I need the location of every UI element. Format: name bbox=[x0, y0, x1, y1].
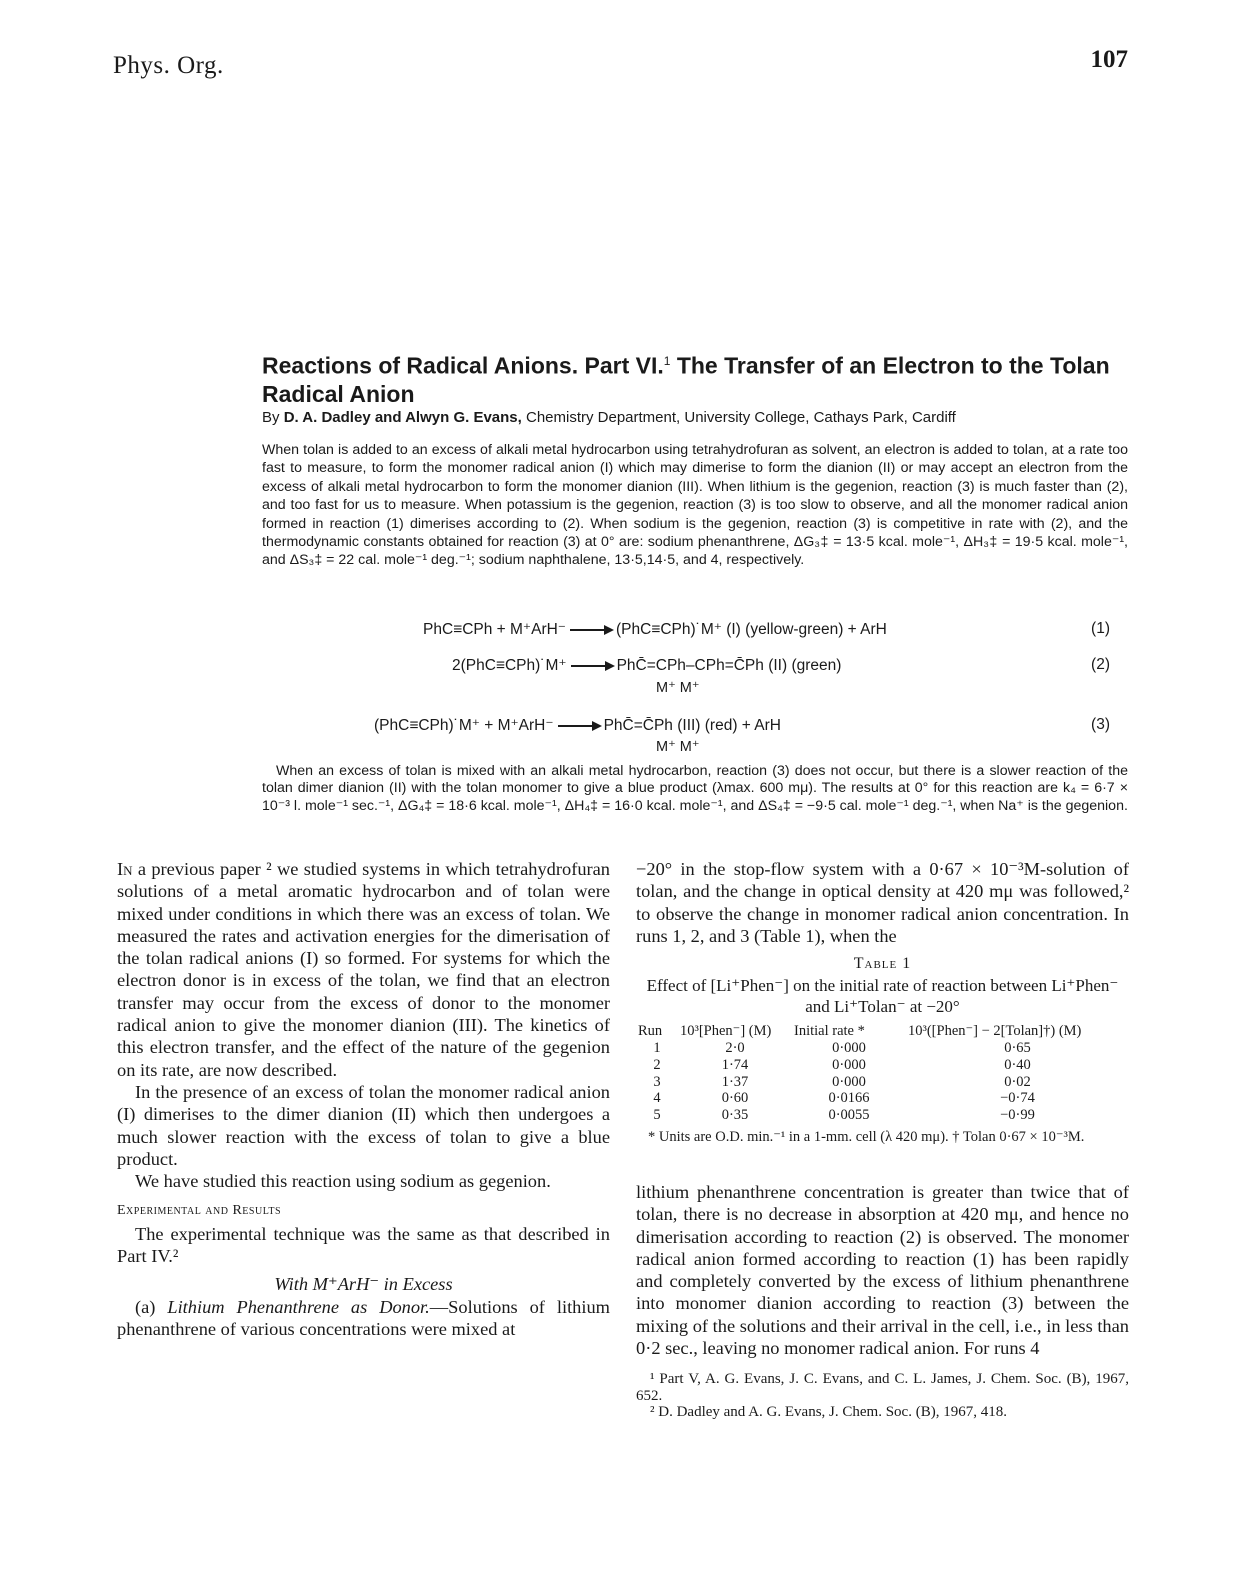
table-title: Effect of [Li⁺Phen⁻] on the initial rate of reaction between Li⁺Phen⁻ and Li⁺Tolan⁻ at −20° bbox=[646, 976, 1119, 1016]
byline bbox=[262, 409, 1132, 426]
section-heading: Experimental and Results bbox=[117, 1203, 282, 1219]
title-ref: 1 bbox=[663, 354, 671, 368]
eq1-left: PhC≡CPh + M⁺ArH⁻ bbox=[423, 621, 566, 638]
cell-phen: 1·74 bbox=[721, 1056, 749, 1073]
cell-excess: −0·99 bbox=[1000, 1107, 1035, 1124]
cell-phen: 0·35 bbox=[721, 1107, 749, 1124]
cell-excess: −0·74 bbox=[1000, 1090, 1035, 1107]
paragraph: In the presence of an excess of tolan the monomer radical anion (I) dimerises to the dimer dianion (II) which then undergoes a much slower reaction with the excess of tolan to give a blue product. bbox=[117, 1081, 610, 1169]
cell-run: 5 bbox=[653, 1107, 661, 1124]
eq2-left: 2(PhC≡CPh)˙M⁺ bbox=[452, 657, 567, 674]
reaction-arrow-icon bbox=[558, 725, 600, 727]
eq1-right: (PhC≡CPh)˙M⁺ (I) (yellow-green) + ArH bbox=[615, 621, 887, 638]
paragraph bbox=[117, 858, 610, 1081]
equation-3-number: (3) bbox=[1091, 716, 1110, 733]
abstract-continued: When an excess of tolan is mixed with an alkali metal hydrocarbon, reaction (3) does not occur, but there is a slower reaction of the tolan dimer dianion (II) with the tolan monomer to give a blue product (λmax. 600 mμ). The results at 0° for this reaction are k₄ = 6·7 × 10⁻³ l. mole⁻¹ sec.⁻¹, ΔG₄‡ = 18·6 kcal. mole⁻¹, ΔH₄‡ = 16·0 kcal. mole⁻¹, and ΔS₄‡ = −9·5 cal. mole⁻¹ deg.⁻¹, when Na⁺ is the gegenion. bbox=[262, 763, 1128, 814]
drop-initial: In bbox=[117, 859, 133, 879]
table-row bbox=[636, 1074, 1129, 1091]
cell-run: 3 bbox=[653, 1073, 661, 1090]
column-header: Initial rate * bbox=[794, 1023, 865, 1039]
cell-phen: 2·0 bbox=[725, 1040, 745, 1056]
cell-run: 4 bbox=[653, 1090, 661, 1107]
equation-2-number: (2) bbox=[1091, 656, 1110, 673]
cell-rate: 0·0055 bbox=[828, 1107, 870, 1124]
column-header: 10³[Phen⁻] (M) bbox=[680, 1023, 772, 1039]
paragraph-label: (a) bbox=[135, 1296, 168, 1317]
title-rest: The Transfer of an Electron to the Tolan Radical Anion bbox=[262, 352, 1110, 407]
equation-1-number: (1) bbox=[1091, 620, 1110, 637]
subsection-heading: With M⁺ArH⁻ in Excess bbox=[274, 1274, 453, 1295]
table-row bbox=[636, 1040, 1129, 1057]
journal-name: Phys. Org. bbox=[113, 52, 224, 79]
column-header: Run bbox=[638, 1023, 663, 1039]
table-row bbox=[636, 1090, 1129, 1107]
cell-excess: 0·65 bbox=[1004, 1040, 1031, 1056]
cell-rate: 0·000 bbox=[832, 1073, 866, 1090]
paragraph: The experimental technique was the same as that described in Part IV.² bbox=[117, 1223, 610, 1267]
eq3-left: (PhC≡CPh)˙M⁺ + M⁺ArH⁻ bbox=[374, 717, 554, 734]
cell-run: 2 bbox=[653, 1056, 661, 1073]
title-main: Reactions of Radical Anions. Part VI. bbox=[262, 352, 664, 379]
cell-rate: 0·000 bbox=[832, 1040, 866, 1056]
cell-excess: 0·40 bbox=[1004, 1056, 1031, 1073]
reaction-arrow-icon bbox=[570, 629, 612, 631]
paragraph: −20° in the stop-flow system with a 0·67 × 10⁻³M-solution of tolan, and the change in optical density at 420 mμ was followed,² to observe the change in monomer radical anion concentration. In runs 1, 2, and 3 (Table 1), when the bbox=[636, 859, 1129, 946]
cell-excess: 0·02 bbox=[1004, 1073, 1031, 1090]
paragraph-text: a previous paper ² we studied systems in which tetrahydrofuran solutions of a metal aromatic hydrocarbon and of tolan were mixed under conditions in which there was an excess of tolan. We measured the rates and activation energies for the dimerisation of the tolan radical anions (I) so formed. For systems for which the electron donor is in excess of the tolan, we find that an electron transfer may occur from the excess of donor to the monomer radical anion to give the monomer dianion (III). The kinetics of this electron transfer, and the effect of the nature of the gegenion on its rate, are now described. bbox=[117, 859, 610, 1080]
table-header-row bbox=[636, 1023, 1129, 1040]
table-row bbox=[636, 1107, 1129, 1124]
eq3-right: PhC̄=C̄Ph (III) (red) + ArH bbox=[603, 717, 782, 734]
table-caption: Table 1 bbox=[853, 955, 912, 972]
paragraph-text: —Solutions of lithium phenanthrene of various concentrations were mixed at bbox=[117, 1296, 610, 1339]
affiliation: Chemistry Department, University College, Cathays Park, Cardiff bbox=[521, 409, 956, 426]
paragraph: lithium phenanthrene concentration is greater than twice that of tolan, there is no decrease in absorption at 420 mμ, and hence no dimerisation according to reaction (2) is observed. The monomer radical anion formed according to reaction (1) has been rapidly and completely converted by the excess of lithium phenanthrene into monomer dianion according to reaction (3) between the mixing of the solutions and their arrival in the cell, i.e., in less than 0·2 sec., leaving no monomer radical anion. For runs 4 bbox=[636, 1182, 1129, 1359]
cell-phen: 0·60 bbox=[721, 1090, 749, 1107]
equation-1 bbox=[423, 620, 887, 639]
cell-rate: 0·0166 bbox=[828, 1090, 870, 1107]
body-column-right-continued bbox=[636, 1181, 1129, 1359]
cell-run: 1 bbox=[653, 1040, 661, 1056]
footnote-1: ¹ Part V, A. G. Evans, J. C. Evans, and C. L. James, J. Chem. Soc. (B), 1967, 652. bbox=[636, 1371, 1129, 1404]
body-column-right bbox=[636, 858, 1129, 947]
cell-rate: 0·000 bbox=[832, 1056, 866, 1073]
cell-phen: 1·37 bbox=[721, 1073, 749, 1090]
reaction-arrow-icon bbox=[571, 665, 613, 667]
authors: D. A. Dadley and Alwyn G. Evans, bbox=[283, 409, 522, 426]
page-number: 107 bbox=[1090, 46, 1128, 73]
table-footnote: * Units are O.D. min.⁻¹ in a 1-mm. cell (λ 420 mμ). † Tolan 0·67 × 10⁻³M. bbox=[648, 1128, 1085, 1145]
footnote-2: ² D. Dadley and A. G. Evans, J. Chem. Soc. (B), 1967, 418. bbox=[650, 1404, 1007, 1420]
equation-3 bbox=[374, 716, 781, 735]
table-row bbox=[636, 1057, 1129, 1074]
eq2-right: PhC̄=CPh–CPh=C̄Ph (II) (green) bbox=[616, 657, 842, 674]
abstract: When tolan is added to an excess of alkali metal hydrocarbon using tetrahydrofuran as solvent, an electron is added to tolan, at a rate too fast to measure, to form the monomer radical anion (I) which may dimerise to form the dianion (II) or may accept an electron from the excess of alkali metal hydrocarbon to form the monomer dianion (III). When lithium is the gegenion, reaction (3) is much faster than (2), and too fast for us to measure. When potassium is the gegenion, reaction (3) is too slow to observe, and all the monomer radical anion formed in reaction (1) dimerises according to (2). When sodium is the gegenion, reaction (3) is competitive in rate with (2), and the thermodynamic constants obtained for reaction (3) at 0° are: sodium phenanthrene, ΔG₃‡ = 13·5 kcal. mole⁻¹, ΔH₃‡ = 19·5 kcal. mole⁻¹, and ΔS₃‡ = 22 cal. mole⁻¹ deg.⁻¹; sodium naphthalene, 13·5,14·5, and 4, respectively. bbox=[262, 442, 1128, 569]
paragraph: We have studied this reaction using sodium as gegenion. bbox=[135, 1171, 551, 1192]
column-header: 10³([Phen⁻] − 2[Tolan]†) (M) bbox=[908, 1023, 1082, 1039]
paragraph-italic-heading: Lithium Phenanthrene as Donor. bbox=[167, 1296, 430, 1317]
data-table bbox=[636, 1023, 1129, 1124]
equation-3-counterions: M⁺ M⁺ bbox=[656, 739, 700, 755]
paragraph bbox=[117, 1296, 610, 1341]
by-word: By bbox=[262, 409, 280, 426]
equation-2 bbox=[452, 656, 841, 675]
article-title bbox=[262, 347, 1130, 408]
table-1 bbox=[636, 955, 1129, 1146]
body-column-left bbox=[117, 858, 610, 1340]
footnotes bbox=[636, 1371, 1129, 1421]
equation-2-counterions: M⁺ M⁺ bbox=[656, 680, 700, 696]
